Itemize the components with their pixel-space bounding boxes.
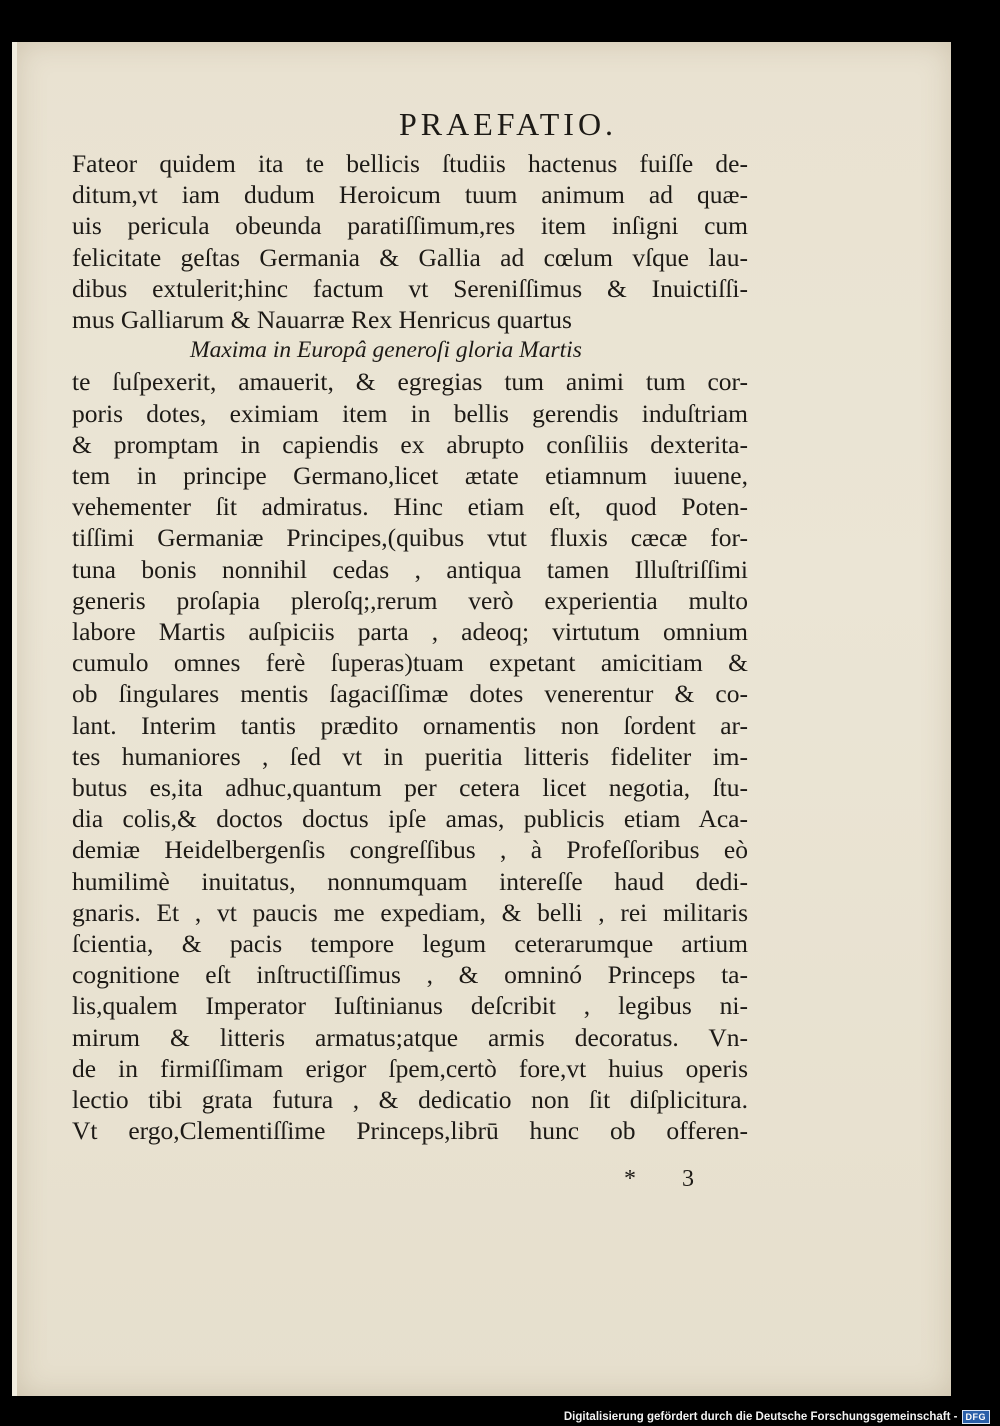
text-line: tuna bonis nonnihil cedas , antiqua tamen Illuſtriſſimi (72, 554, 748, 584)
text-line: labore Martis auſpiciis parta , adeoq; virtutum omnium (72, 617, 748, 647)
text-line: humilimè inuitatus, nonnumquam intereſſe haud dedi- (72, 866, 748, 896)
text-line: dia colis,& doctos doctus ipſe amas, publicis etiam Aca- (72, 804, 748, 834)
text-line: ditum,vt iam dudum Heroicum tuum animum ad quæ- (72, 180, 748, 210)
digitization-credit (564, 1410, 990, 1424)
text-line: mirum & litteris armatus;atque armis decoratus. Vn- (72, 1022, 748, 1052)
book-page (12, 42, 951, 1396)
text-line: generis proſapia pleroſq;,rerum verò experientia multo (72, 585, 748, 615)
text-line: tes humaniores , ſed vt in pueritia litteris fideliter im- (72, 741, 748, 771)
text-line: cognitione eſt inſtructiſſimus , & omninó Princeps ta- (72, 960, 748, 990)
dfg-logo-icon: DFG (962, 1410, 991, 1424)
text-line: demiæ Heidelbergenſis congreſſibus , à Profeſſoribus eò (72, 835, 748, 865)
text-line: lant. Interim tantis prædito ornamentis non ſordent ar- (72, 710, 748, 740)
verse-line: Maxima in Europâ generoſi gloria Martis (190, 337, 582, 364)
credit-text: Digitalisierung gefördert durch die Deutsche Forschungsgemeinschaft - (563, 1411, 958, 1423)
text-line: mus Galliarum & Nauarræ Rex Henricus quartus (72, 305, 572, 335)
text-line: ob ſingulares mentis ſagaciſſimæ dotes venerentur & co- (72, 679, 748, 709)
text-line: te ſuſpexerit, amauerit, & egregias tum animi tum cor- (72, 367, 748, 397)
text-line: gnaris. Et , vt paucis me expediam, & belli , rei militaris (72, 897, 748, 927)
text-line: vehementer ſit admiratus. Hinc etiam eſt, quod Poten- (72, 492, 748, 522)
text-line: & promptam in capiendis ex abrupto conſiliis dexterita- (72, 429, 748, 459)
text-line: cumulo omnes ferè ſuperas)tuam expetant amicitiam & (72, 648, 748, 678)
text-line: Fateor quidem ita te bellicis ſtudiis hactenus fuiſſe de- (72, 149, 748, 178)
body-text (72, 148, 748, 1147)
text-line: uis pericula obeunda paratiſſimum,res item inſigni cum (72, 211, 748, 241)
text-line: Vt ergo,Clementiſſime Princeps,librū hunc ob offeren- (72, 1116, 748, 1146)
page-heading: PRAEFATIO. (398, 106, 618, 142)
text-line: dibus extulerit;hinc factum vt Sereniſſimus & Inuictiſſi- (72, 273, 748, 303)
text-line: tiſſimi Germaniæ Principes,(quibus vtut fluxis cæcæ for- (72, 523, 748, 553)
text-line: butus es,ita adhuc,quantum per cetera licet negotia, ſtu- (72, 773, 748, 803)
text-line: tem in principe Germano,licet ætate etiamnum iuuene, (72, 461, 748, 491)
signature-mark: * 3 (624, 1166, 714, 1192)
text-line: poris dotes, eximiam item in bellis gerendis induſtriam (72, 398, 748, 428)
text-line: felicitate geſtas Germania & Gallia ad cœlum vſque lau- (72, 242, 748, 272)
text-line: ſcientia, & pacis tempore legum ceterarumque artium (72, 929, 748, 959)
text-line: de in firmiſſimam erigor ſpem,certò fore,vt huius operis (72, 1053, 748, 1083)
text-line: lis,qualem Imperator Iuſtinianus deſcribit , legibus ni- (72, 991, 748, 1021)
text-line: lectio tibi grata futura , & dedicatio non ſit diſplicitura. (72, 1085, 748, 1115)
